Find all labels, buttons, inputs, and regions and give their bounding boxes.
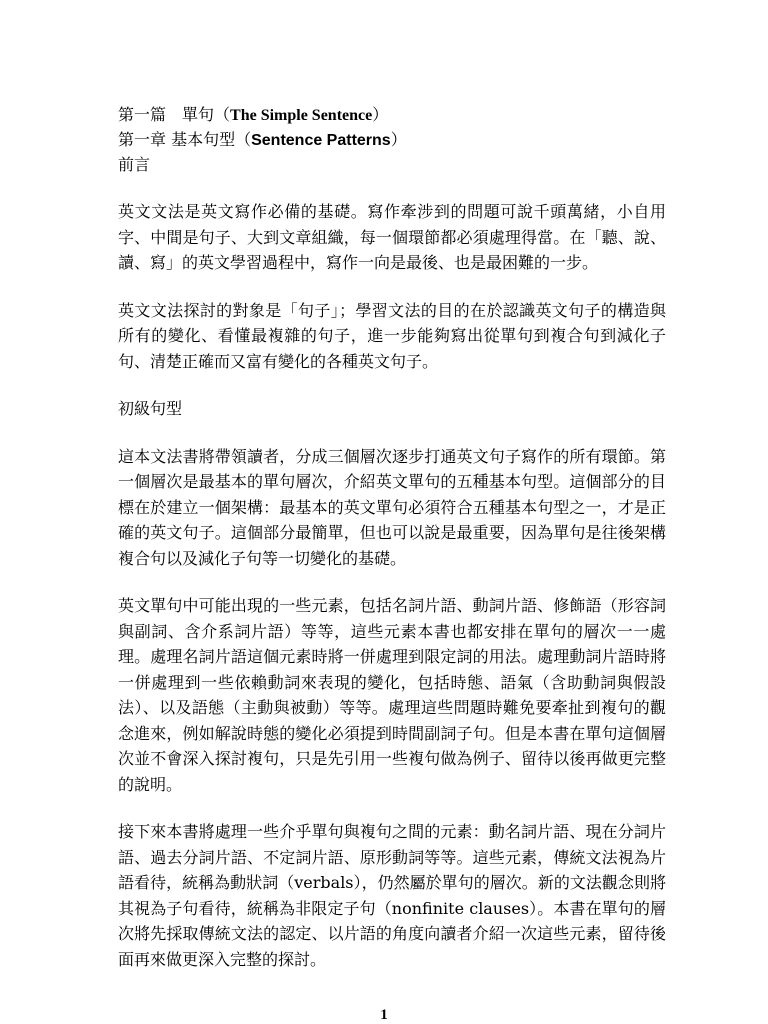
chapter-heading-english: Sentence Patterns bbox=[251, 132, 391, 149]
part-heading-suffix: ） bbox=[372, 105, 389, 124]
document-page bbox=[118, 103, 666, 994]
paragraph-body-1: 這本文法書將帶領讀者，分成三個層次逐步打通英文句子寫作的所有環節。第一個層次是最基本的單句層次，介紹英文單句的五種基本句型。這個部分的目標在於建立一個架構：最基本的英文單句必須符合五種基本句型之一，才是正確的英文句子。這個部分最簡單，但也可以說是最重要，因為單句是往後架構複合句以及減化子句等一切變化的基礎。 bbox=[118, 446, 666, 568]
paragraph-intro-2: 英文文法探討的對象是「句子」；學習文法的目的在於認識英文句子的構造與所有的變化、看懂最複雜的句子，進一步能夠寫出從單句到複合句到減化子句、清楚正確而又富有變化的各種英文句子。 bbox=[118, 300, 666, 371]
paragraph-body-2: 英文單句中可能出現的一些元素，包括名詞片語、動詞片語、修飾語（形容詞與副詞、含介系詞片語）等等，這些元素本書也都安排在單句的層次一一處理。處理名詞片語這個元素時將一併處理到限定詞的用法。處理動詞片語時將一併處理到一些依賴動詞來表現的變化，包括時態、語氣（含助動詞與假設法）、以及語態（主動與被動）等等。處理這些問題時難免要牽扯到複句的觀念進來，例如解說時態的變化必須提到時間副詞子句。但是本書在單句這個層次並不會深入探討複句，只是先引用一些複句做為例子、留待以後再做更完整的說明。 bbox=[118, 596, 666, 794]
part-heading bbox=[118, 103, 666, 128]
part-heading-english: The Simple Sentence bbox=[230, 107, 373, 124]
paragraph-intro-1: 英文文法是英文寫作必備的基礎。寫作牽涉到的問題可說千頭萬緒，小自用字、中間是句子、大到文章組織，每一個環節都必須處理得當。在「聽、說、讀、寫」的英文學習過程中，寫作一向是最後、也是最困難的一步。 bbox=[118, 202, 666, 272]
part-heading-prefix: 第一篇 單句（ bbox=[118, 105, 231, 124]
paragraph-body-3: 接下來本書將處理一些介乎單句與複句之間的元素：動名詞片語、現在分詞片語、過去分詞片語、不定詞片語、原形動詞等等。這些元素，傳統文法視為片語看待，統稱為動狀詞（verbals），仍然屬於單句的層次。新的文法觀念則將其視為子句看待，統稱為非限定子句（nonfinite clauses）。本書在單句的層次將先採取傳統文法的認定、以片語的角度向讀者介紹一次這些元素，留待後面再來做更深入完整的探討。 bbox=[118, 822, 666, 969]
section-title: 初級句型 bbox=[118, 399, 183, 418]
page-number: 1 bbox=[380, 1007, 388, 1023]
chapter-heading-suffix: ） bbox=[390, 130, 407, 149]
chapter-heading bbox=[118, 128, 666, 153]
heading-spacer bbox=[118, 177, 666, 199]
preface-heading: 前言 bbox=[118, 155, 151, 174]
chapter-heading-prefix: 第一章 基本句型（ bbox=[118, 130, 252, 149]
